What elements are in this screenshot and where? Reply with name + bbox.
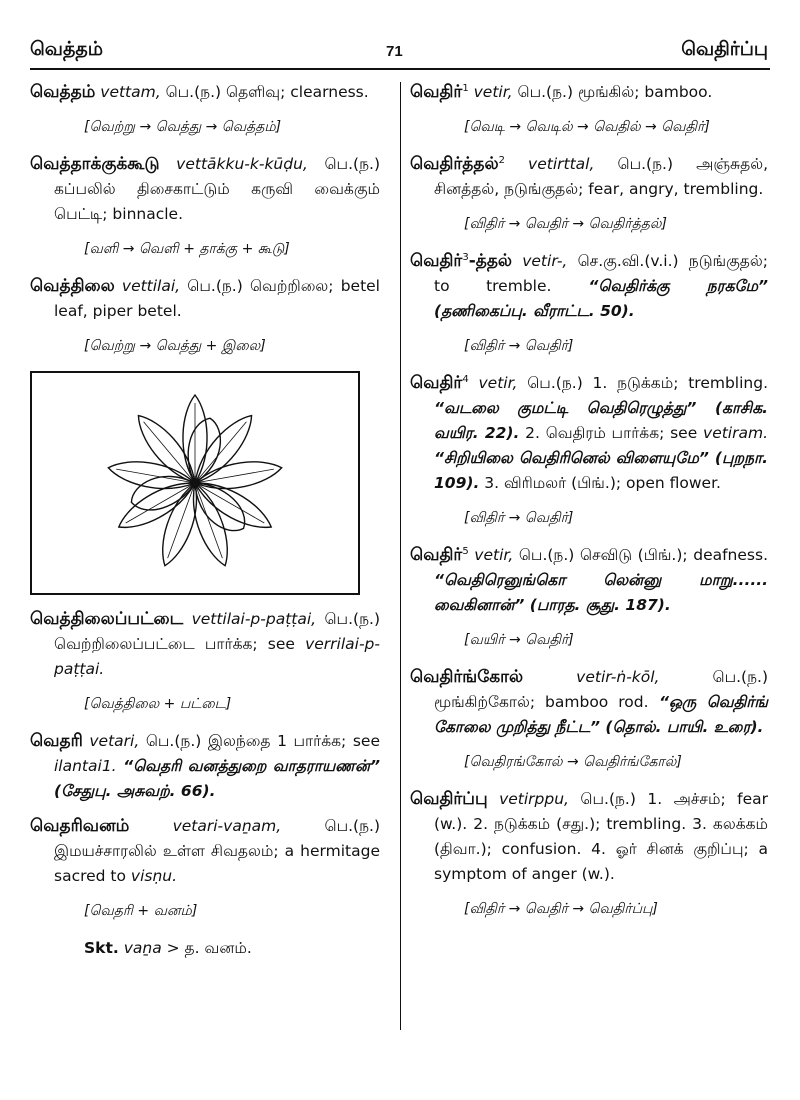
etymology: [விதிர் → வெதிர்] [464, 510, 574, 526]
dictionary-entry: வெதிர்$^4$ vetir, பெ.(ந.) 1. நடுக்கம்; trembling. “வடலை குமட்டி வெதிரெழுத்து” (காசிக. வயிர. 22). 2. வெதிரம் பார்க்க; see vetiram. “சிறியிலை வெதிரினெல் விளையுமே” (புறநா. 109). 3. விரிமலர் (பிங்.); open flower. [410, 373, 769, 492]
right-column [410, 80, 768, 934]
header-left-word: வெத்தம் [30, 38, 104, 60]
leaf-rosette-icon [32, 373, 358, 593]
dictionary-entry: வெத்திலைப்பட்டை vettilai-p-paṭṭai, பெ.(ந.) வெற்றிலைப்பட்டை பார்க்க; see verrilai-p-paṭṭai. [30, 609, 380, 678]
etymology: [விதிர் → வெதிர் → வெதிர்ப்பு] [464, 901, 658, 917]
left-column [30, 80, 380, 961]
dictionary-entry: வெத்திலை vettilai, பெ.(ந.) வெற்றிலை; betel leaf, piper betel. [30, 276, 380, 320]
etymology: [வெற்று → வெத்து → வெத்தம்] [84, 119, 282, 135]
etymology: [வெத்திலை + பட்டை] [84, 696, 232, 712]
etymology: [விதிர் → வெதிர் → வெதிர்த்தல்] [464, 216, 667, 232]
dictionary-entry: வெதிர்$^5$ vetir, பெ.(ந.) செவிடு (பிங்.); deafness. “வெதிரெனுங்கொ லென்னு மாறு...... வைகினான்” (பாரத. சூது. 187). [410, 545, 768, 614]
sanskrit-note: Skt. vaṉa > த. வனம். [84, 939, 252, 957]
header-rule [30, 68, 770, 70]
dictionary-entry: வெதரி vetari, பெ.(ந.) இலந்தை 1 பார்க்க; see ilantai1. “வெதரி வனத்துறை வாதராயணன்” (சேதுபு. அசுவற். 66). [30, 731, 380, 800]
etymology: [வெற்று → வெத்து + இலை] [84, 338, 266, 354]
etymology: [வெதரி + வனம்] [84, 903, 198, 919]
dictionary-entry: வெதரிவனம் vetari-vaṉam, பெ.(ந.) இமயச்சாரலில் உள்ள சிவதலம்; a hermitage sacred to visṇu. [30, 816, 380, 885]
dictionary-entry: வெத்தம் vettam, பெ.(ந.) தெளிவு; clearness. [30, 82, 369, 102]
etymology: [வளி → வெளி + தாக்கு + கூடு] [84, 241, 290, 257]
dictionary-entry: வெத்தாக்குக்கூடு vettākku-k-kūḍu, பெ.(ந.) கப்பலில் திசைகாட்டும் கருவி வைக்கும் பெட்டி; binnacle. [30, 154, 380, 223]
etymology: [விதிர் → வெதிர்] [464, 338, 574, 354]
dictionary-entry: வெதிர்$^3$-த்தல் vetir-, செ.கு.வி.(v.i.) நடுங்குதல்; to tremble. “வெதிர்க்கு நரகமே” (தணிகைப்பு. வீராட்ட. 50). [410, 251, 768, 320]
etymology: [வெதிரங்கோல் → வெதிர்ங்கோல்] [464, 754, 682, 770]
page-number: 71 [386, 43, 403, 60]
etymology: [வயிர் → வெதிர்] [464, 632, 574, 648]
column-divider [400, 82, 401, 1030]
header-right-word: வெதிர்ப்பு [681, 38, 768, 60]
dictionary-entry: வெதிர்ப்பு vetirppu, பெ.(ந.) 1. அச்சம்; fear (w.). 2. நடுக்கம் (சது.); trembling. 3. கலக்கம் (திவா.); confusion. 4. ஓர் சினக் குறிப்பு; a symptom of anger (w.). [410, 789, 768, 883]
page-header [0, 0, 800, 70]
dictionary-entry: வெதிர்ங்கோல் vetir-ṅ-kōl, பெ.(ந.) மூங்கிற்கோல்; bamboo rod. “ஒரு வெதிர்ங் கோலை முறித்து நீட்ட” (தொல். பாயி. உரை). [410, 667, 768, 736]
betel-leaf-illustration [30, 371, 360, 595]
dictionary-entry: வெதிர்$^1$ vetir, பெ.(ந.) மூங்கில்; bamboo. [410, 82, 713, 102]
etymology: [வெடி → வெடில் → வெதில் → வெதிர்] [464, 119, 710, 135]
dictionary-entry: வெதிர்த்தல்$^2$ vetirttal, பெ.(ந.) அஞ்சுதல், சினத்தல், நடுங்குதல்; fear, angry, trembling. [410, 154, 768, 198]
